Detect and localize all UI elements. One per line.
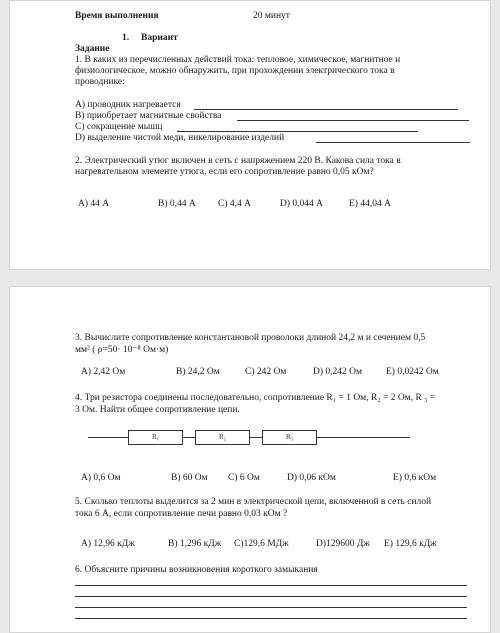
time-label: Время выполнения [75, 11, 159, 21]
q5-answer-a[interactable]: А) 12,96 кДж [81, 539, 135, 549]
variant-title: Вариант [141, 33, 178, 43]
q2-text-line-2: нагревательном элементе утюга, если его сопротивление равно 0,05 кОм? [75, 167, 374, 177]
wire-right [317, 437, 410, 438]
q6-answer-line-4[interactable] [75, 618, 467, 619]
q3-answer-b[interactable]: В) 24,2 Ом [176, 367, 220, 377]
q3-answer-d[interactable]: D) 0,242 Ом [313, 367, 363, 377]
q6-text: 6. Объясните причины возникновения короткого замыкания [75, 565, 318, 575]
q5-answer-e[interactable]: Е) 129,6 кДж [384, 539, 437, 549]
worksheet-page-2 [9, 286, 491, 633]
q5-answer-d[interactable]: D)129600 Дж [316, 539, 370, 549]
resistor-r3: R₃ [262, 430, 317, 445]
q4-answer-a[interactable]: А) 0,6 Ом [81, 473, 121, 483]
q5-text-line-1: 5. Сколько теплоты выделится за 2 мин в электрической цепи, включенной в сеть силой [75, 497, 432, 507]
wire-r2-r3 [250, 437, 262, 438]
q5-answer-c[interactable]: С)129,6 МДж [234, 539, 289, 549]
q2-answer-d[interactable]: D) 0,044 А [280, 199, 324, 209]
q3-answer-a[interactable]: А) 2,42 Ом [81, 367, 126, 377]
wire-r1-r2 [183, 437, 195, 438]
q1-answer-line-d[interactable] [316, 142, 470, 143]
q4-answer-b[interactable]: В) 60 Ом [171, 473, 208, 483]
q1-answer-line-c[interactable] [177, 131, 418, 132]
time-value: 20 минут [253, 11, 290, 21]
q5-answer-b[interactable]: В) 1,296 кДж [168, 539, 222, 549]
q1-item-b: В) приобретает магнитные свойства [75, 111, 222, 121]
q6-answer-line-3[interactable] [75, 607, 467, 608]
q4-text-line-1: 4. Три резистора соединены последовательно, сопротивление R₁ = 1 Ом, R₂ = 2 Ом, R ₃ = [75, 393, 436, 403]
worksheet-page-1 [9, 0, 491, 270]
q2-answer-a[interactable]: А) 44 А [78, 199, 110, 209]
q4-answer-d[interactable]: D) 0,06 кОм [287, 473, 336, 483]
q1-text-line-2: физиологическое, можно обнаружить, при прохождении электрического тока в [75, 66, 395, 76]
q3-text-line-1: 3. Вычислите сопротивление константановой проволоки длиной 24,2 м и сечением 0,5 [75, 333, 426, 343]
resistor-r2: R₂ [195, 430, 250, 445]
q1-item-d: D) выделение чистой меди, никелирование изделий [75, 133, 285, 143]
series-circuit-diagram [88, 430, 410, 446]
q1-answer-line-b[interactable] [237, 120, 469, 121]
q4-answer-e[interactable]: Е) 0,6 кОм [393, 473, 437, 483]
q1-answer-line-a[interactable] [194, 109, 458, 110]
task-label: Задание [75, 44, 110, 54]
resistor-r1: R₁ [128, 430, 183, 445]
variant-number: 1. [122, 33, 130, 43]
q2-answer-c[interactable]: С) 4,4 А [218, 199, 251, 209]
q5-text-line-2: тока 6 А, если сопротивление печи равно 0,03 кОм ? [75, 509, 288, 519]
q2-answer-b[interactable]: В) 0,44 А [158, 199, 196, 209]
q1-text-line-1: 1. В каких из перечисленных действий тока: тепловое, химическое, магнитное и [75, 55, 401, 65]
q6-answer-line-2[interactable] [75, 596, 467, 597]
q4-text-line-2: 3 Ом. Найти общее сопротивление цепи. [75, 405, 240, 415]
q2-answer-e[interactable]: Е) 44,04 А [349, 199, 391, 209]
q2-text-line-1: 2. Электрический утюг включен в сеть с напряжением 220 В. Какова сила тока в [75, 156, 401, 166]
q3-answer-c[interactable]: С) 242 Ом [245, 367, 287, 377]
q3-text-line-2: мм² ( ρ=50· 10⁻⁸ Ом·м) [75, 345, 169, 355]
q6-answer-line-1[interactable] [75, 585, 467, 586]
q1-text-line-3: проводнике: [75, 77, 125, 87]
wire-left [88, 437, 128, 438]
q3-answer-e[interactable]: Е) 0,0242 Ом [386, 367, 439, 377]
q1-item-a: А) проводник нагревается [75, 100, 181, 110]
q1-item-c: С) сокращение мышц [75, 122, 163, 132]
q4-answer-c[interactable]: С) 6 Ом [228, 473, 260, 483]
